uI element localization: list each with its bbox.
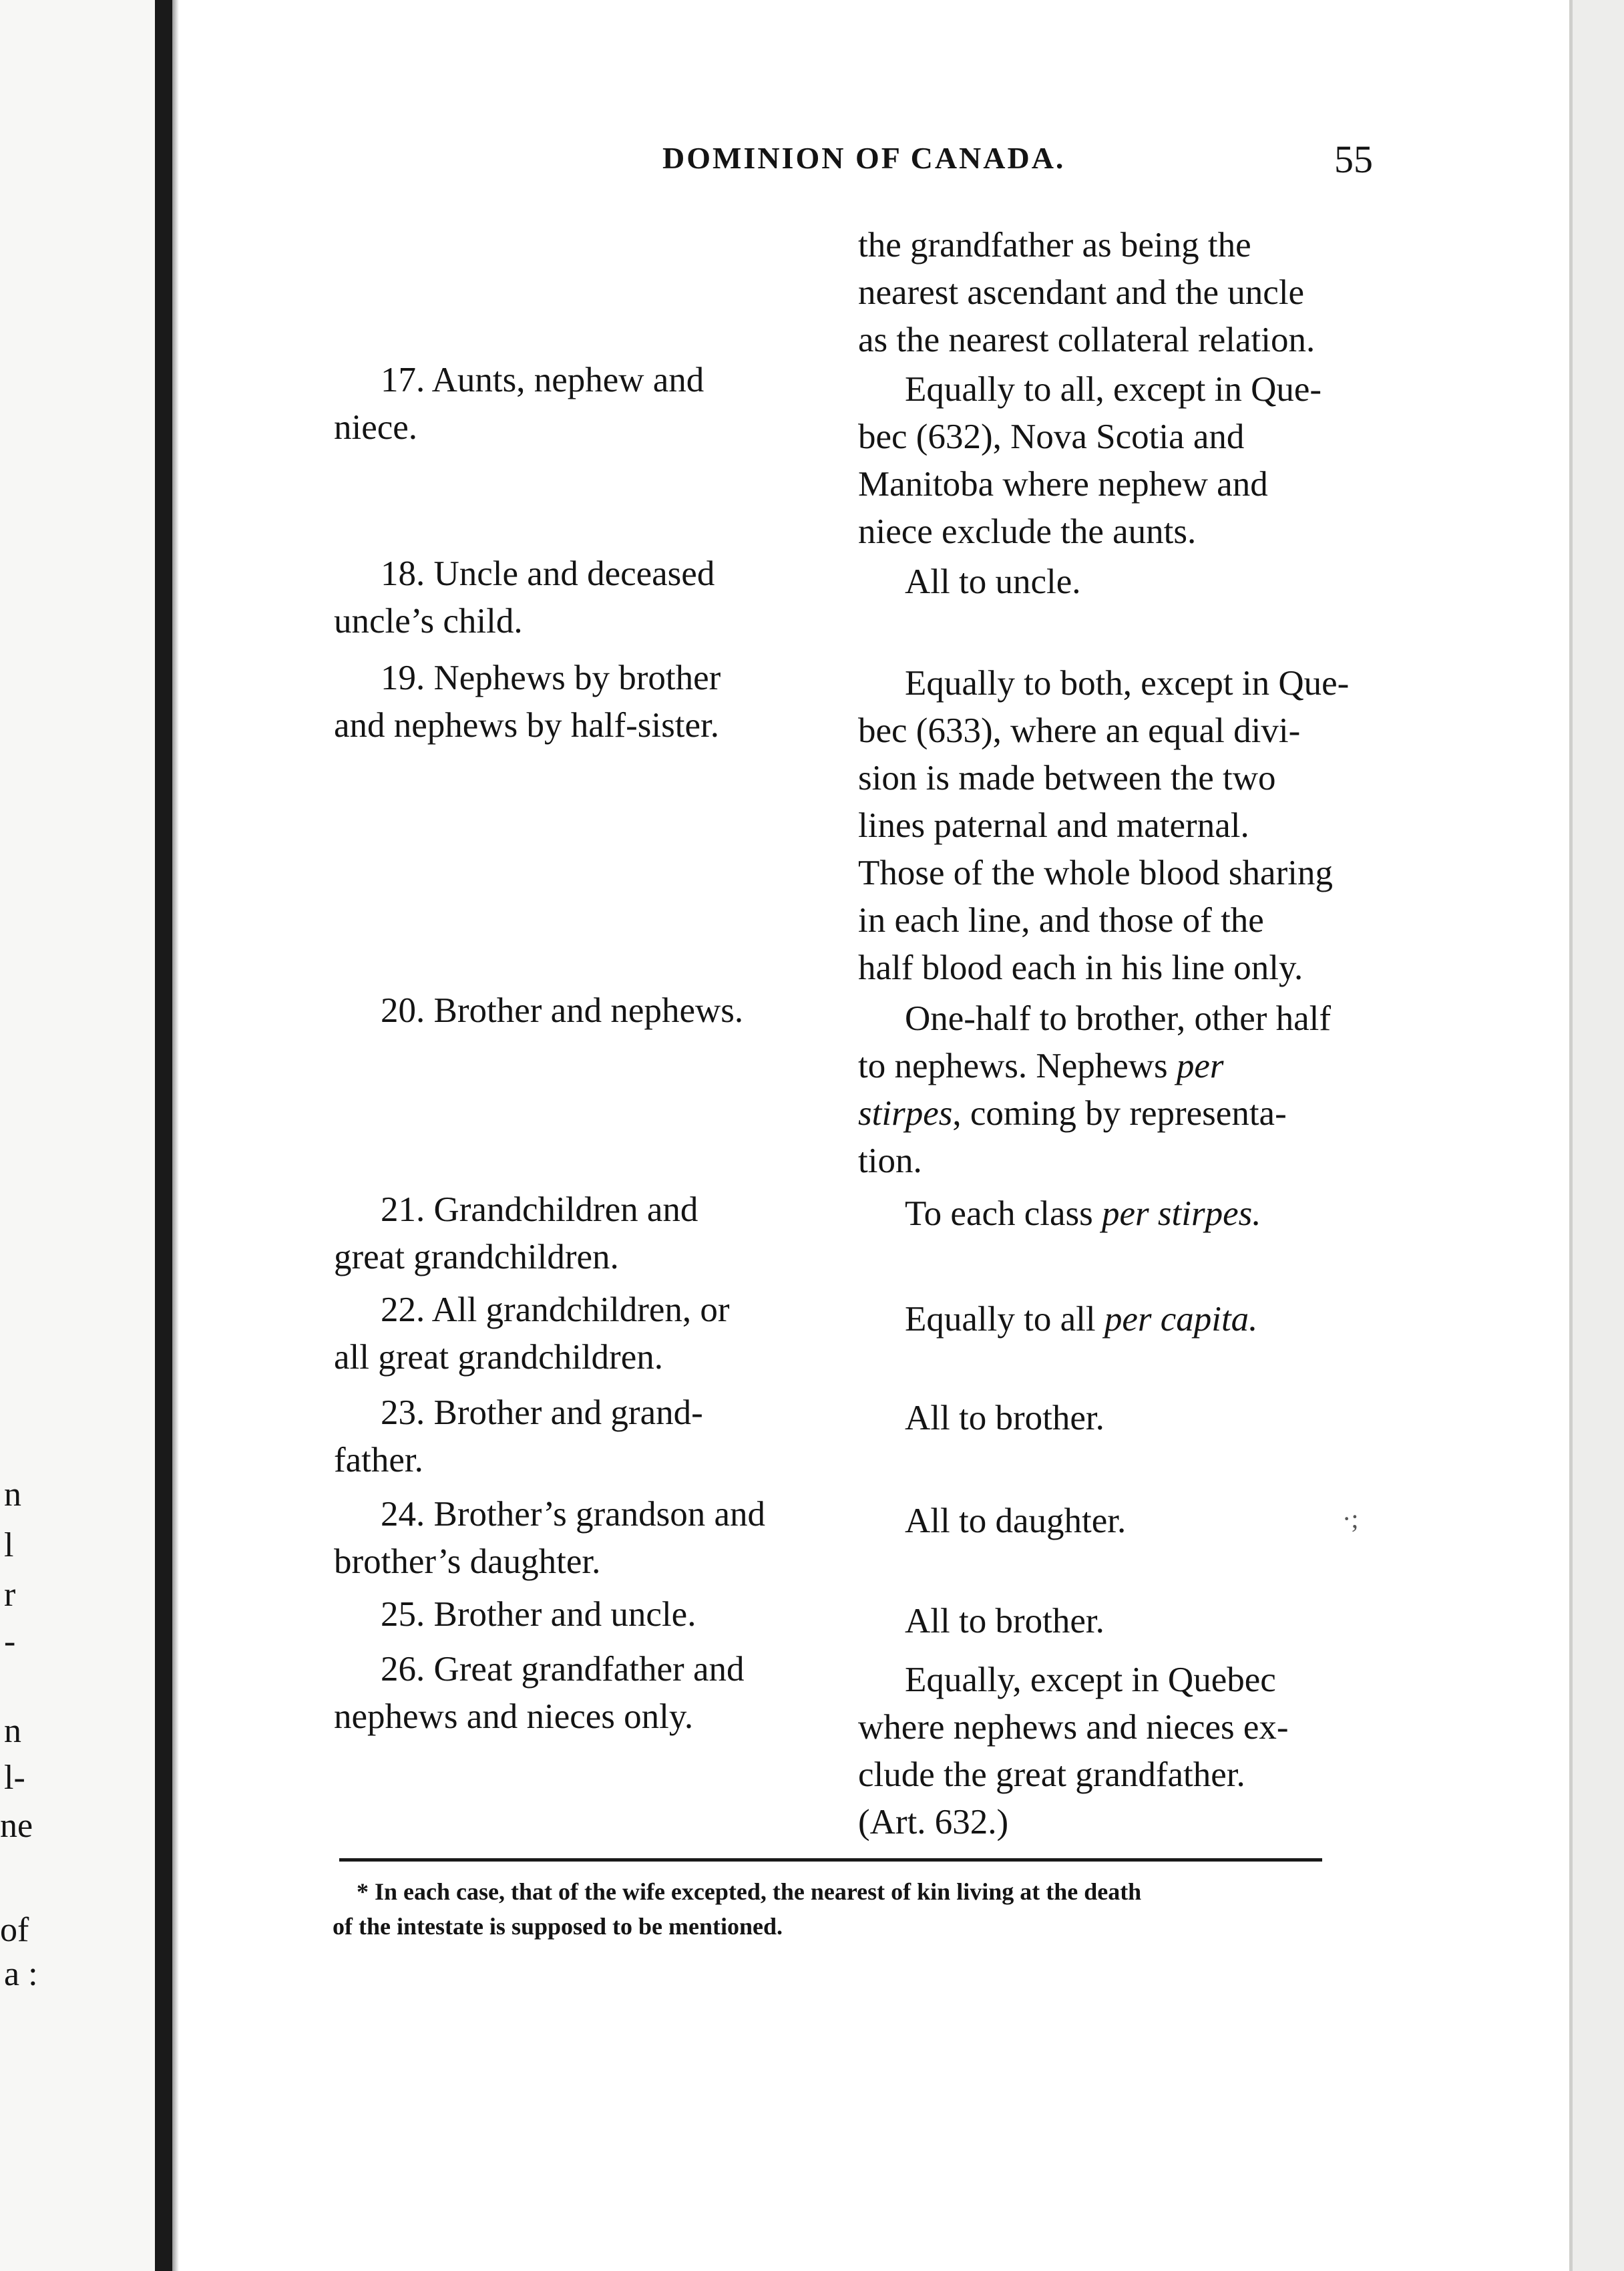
distribution-18: All to uncle. xyxy=(905,562,1081,601)
relation-21: 21. Grandchildren and great grandchildren. xyxy=(334,1190,698,1276)
distribution-21: To each class per stirpes. xyxy=(905,1194,1261,1233)
text-line: the grandfather as being the xyxy=(858,226,1251,265)
facing-page-fragment: r xyxy=(4,1576,16,1614)
text-line: as the nearest collateral relation. xyxy=(858,321,1315,359)
page-number: 55 xyxy=(1334,138,1373,181)
facing-page-fragment: l xyxy=(4,1526,14,1564)
facing-page-fragment: - xyxy=(4,1622,16,1661)
relation-17: 17. Aunts, nephew and niece. xyxy=(334,361,704,447)
binding-gutter xyxy=(155,0,172,2271)
page-right-edge xyxy=(1569,0,1624,2271)
distribution-25: All to brother. xyxy=(905,1602,1104,1640)
relation-22: 22. All grandchildren, or all great grandchildren. xyxy=(334,1290,730,1377)
stray-ink-mark: ·; xyxy=(1342,1504,1359,1534)
relation-25: 25. Brother and uncle. xyxy=(381,1595,696,1634)
continued-distribution xyxy=(858,222,1376,364)
distribution-22: Equally to all per capita. xyxy=(905,1300,1258,1339)
facing-page-fragment: of xyxy=(0,1911,29,1949)
distribution-20: One-half to brother, other half to nephews. Nephews per stirpes, coming by representa- tion. xyxy=(858,999,1332,1180)
relation-20: 20. Brother and nephews. xyxy=(381,991,744,1030)
text-line: nearest ascendant and the uncle xyxy=(858,273,1305,312)
page-right-edge-line xyxy=(1569,0,1573,2271)
distribution-17: Equally to all, except in Que- bec (632), Nova Scotia and Manitoba where nephew and niece exclude the aunts. xyxy=(858,370,1322,551)
distribution-19: Equally to both, except in Que- bec (633), where an equal divi- sion is made between the two lines paternal and maternal. Those of the whole blood sharing in each line, and those of the half blood each in his line only. xyxy=(858,664,1350,987)
footnote: * In each case, that of the wife excepted, the nearest of kin living at the death of the intestate is supposed to be mentioned. xyxy=(333,1878,1142,1940)
gutter-shadow xyxy=(172,0,179,2271)
distribution-24: All to daughter. xyxy=(905,1502,1127,1540)
facing-page-fragment: n xyxy=(4,1475,21,1514)
distribution-26: Equally, except in Quebec where nephews and nieces ex- clude the great grandfather. (Art. 632.) xyxy=(858,1661,1289,1842)
facing-page-fragment: l- xyxy=(4,1759,25,1797)
relation-24: 24. Brother’s grandson and brother’s daughter. xyxy=(334,1495,766,1581)
facing-page-fragment: a : xyxy=(4,1955,38,1993)
running-title: DOMINION OF CANADA. xyxy=(662,141,1066,175)
relation-19: 19. Nephews by brother and nephews by half-sister. xyxy=(334,659,721,745)
distribution-23: All to brother. xyxy=(905,1399,1104,1437)
relation-23: 23. Brother and grand- father. xyxy=(334,1393,703,1479)
facing-page-fragment: ne xyxy=(0,1807,33,1845)
footnote-rule xyxy=(339,1858,1322,1862)
relation-18: 18. Uncle and deceased uncle’s child. xyxy=(334,554,715,641)
relation-26: 26. Great grandfather and nephews and nieces only. xyxy=(334,1650,745,1736)
facing-page-fragment: n xyxy=(4,1712,21,1750)
